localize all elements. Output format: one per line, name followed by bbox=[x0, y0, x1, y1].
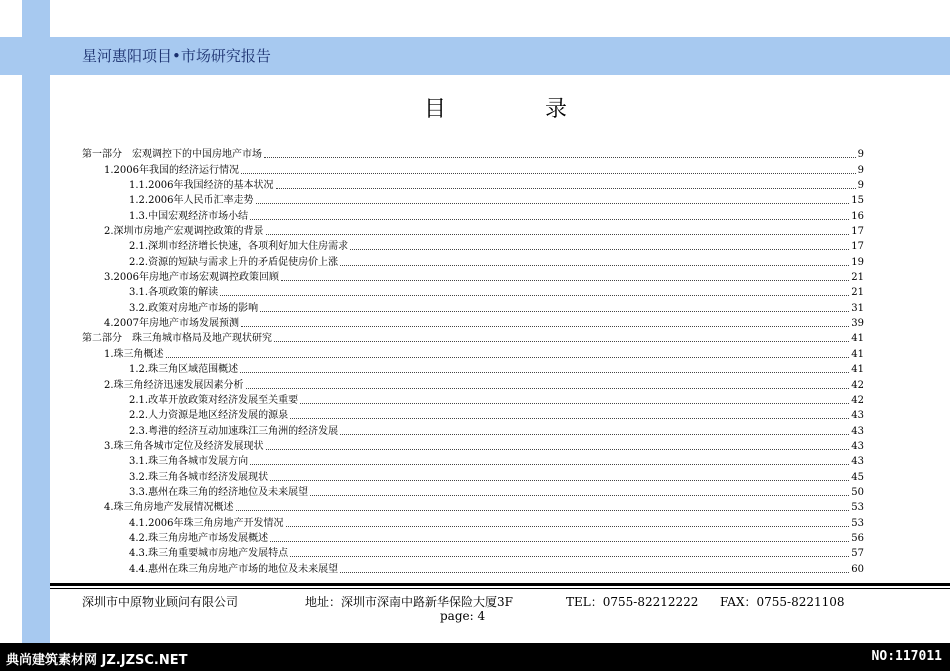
toc-dot-leader bbox=[340, 572, 849, 573]
toc-entry-text: 3.珠三角各城市定位及经济发展现状 bbox=[104, 440, 264, 452]
toc-entry-text: 3.2006年房地产市场宏观调控政策回顾 bbox=[104, 272, 279, 284]
toc-entry-text: 3.1.珠三角各城市发展方向 bbox=[129, 456, 249, 468]
toc-entry[interactable] bbox=[82, 238, 864, 253]
toc-dot-leader bbox=[260, 311, 849, 312]
toc-entry-text: 4.2007年房地产市场发展预测 bbox=[104, 318, 239, 330]
toc-entry-text: 4.珠三角房地产发展情况概述 bbox=[104, 502, 234, 514]
toc-entry[interactable] bbox=[82, 560, 864, 575]
toc-entry-text: 1.珠三角概述 bbox=[104, 348, 164, 360]
page-number: page: 4 bbox=[440, 609, 486, 623]
toc-dot-leader bbox=[310, 495, 849, 496]
toc-entry-text: 3.2.珠三角各城市经济发展现状 bbox=[129, 471, 269, 483]
toc-dot-leader bbox=[276, 188, 856, 189]
footer-divider-thin bbox=[50, 588, 950, 589]
toc-entry[interactable] bbox=[82, 499, 864, 514]
toc-dot-leader bbox=[241, 173, 856, 174]
toc-page-number: 43 bbox=[851, 410, 864, 422]
toc-entry-text: 1.2.珠三角区域范围概述 bbox=[129, 364, 239, 376]
report-title: 星河惠阳项目•市场研究报告 bbox=[82, 47, 271, 65]
toc-entry[interactable] bbox=[82, 299, 864, 314]
toc-entry-text: 2.2.资源的短缺与需求上升的矛盾促使房价上涨 bbox=[129, 256, 339, 268]
toc-page-number: 41 bbox=[851, 364, 864, 376]
toc-entry-text: 3.2.政策对房地产市场的影响 bbox=[129, 302, 259, 314]
toc-entry-text: 2.2.人力资源是地区经济发展的源泉 bbox=[129, 410, 289, 422]
toc-dot-leader bbox=[240, 372, 849, 373]
toc-entry-text: 2.1.改革开放政策对经济发展至关重要 bbox=[129, 394, 299, 406]
footer-divider-thick bbox=[50, 583, 950, 586]
toc-entry[interactable] bbox=[82, 284, 864, 299]
watermark-id: NO:117011 bbox=[871, 649, 942, 664]
toc-entry[interactable] bbox=[82, 407, 864, 422]
toc-entry[interactable] bbox=[82, 345, 864, 360]
toc-entry[interactable] bbox=[82, 177, 864, 192]
toc-page-number: 42 bbox=[851, 379, 864, 391]
toc-entry[interactable] bbox=[82, 468, 864, 483]
toc-dot-leader bbox=[340, 434, 849, 435]
toc-entry[interactable] bbox=[82, 146, 864, 161]
toc-page-number: 21 bbox=[851, 287, 864, 299]
toc-entry[interactable] bbox=[82, 422, 864, 437]
toc-dot-leader bbox=[286, 526, 850, 527]
toc-dot-leader bbox=[220, 295, 849, 296]
toc-entry[interactable] bbox=[82, 514, 864, 529]
toc-page-number: 17 bbox=[851, 226, 864, 238]
toc-dot-leader bbox=[350, 249, 849, 250]
toc-dot-leader bbox=[264, 157, 856, 158]
toc-page-number: 57 bbox=[851, 548, 864, 560]
toc-page-number: 9 bbox=[857, 149, 864, 161]
toc-dot-leader bbox=[250, 464, 849, 465]
toc-page-number: 56 bbox=[851, 532, 864, 544]
toc-page-number: 31 bbox=[851, 302, 864, 314]
toc-dot-leader bbox=[256, 203, 850, 204]
toc-page-number: 41 bbox=[851, 348, 864, 360]
toc-entry-text: 3.1.各项政策的解读 bbox=[129, 287, 219, 299]
toc-page-number: 53 bbox=[851, 502, 864, 514]
toc-page-number: 19 bbox=[851, 256, 864, 268]
toc-entry[interactable] bbox=[82, 223, 864, 238]
toc-entry-text: 4.1.2006年珠三角房地产开发情况 bbox=[129, 517, 284, 529]
toc-entry[interactable] bbox=[82, 315, 864, 330]
toc-entry[interactable] bbox=[82, 207, 864, 222]
footer-address: 地址：深圳市深南中路新华保险大厦3F bbox=[305, 595, 513, 609]
toc-entry-text: 4.4.惠州在珠三角房地产市场的地位及未来展望 bbox=[129, 563, 339, 575]
toc-dot-leader bbox=[274, 341, 849, 342]
toc-dot-leader bbox=[300, 403, 849, 404]
toc-entry[interactable] bbox=[82, 545, 864, 560]
toc-entry-text: 1.2006年我国的经济运行情况 bbox=[104, 164, 239, 176]
toc-entry-text: 2.深圳市房地产宏观调控政策的背景 bbox=[104, 226, 264, 238]
toc-entry[interactable] bbox=[82, 192, 864, 207]
toc-entry[interactable] bbox=[82, 453, 864, 468]
toc-entry-text: 3.3.惠州在珠三角的经济地位及未来展望 bbox=[129, 486, 309, 498]
table-of-contents bbox=[82, 146, 864, 576]
toc-dot-leader bbox=[246, 388, 850, 389]
toc-page-number: 17 bbox=[851, 241, 864, 253]
toc-entry[interactable] bbox=[82, 376, 864, 391]
toc-dot-leader bbox=[250, 219, 849, 220]
toc-page-number: 43 bbox=[851, 440, 864, 452]
toc-page-number: 41 bbox=[851, 333, 864, 345]
toc-entry-text: 4.2.珠三角房地产市场发展概述 bbox=[129, 532, 269, 544]
toc-dot-leader bbox=[166, 357, 850, 358]
toc-entry[interactable] bbox=[82, 530, 864, 545]
toc-dot-leader bbox=[236, 510, 850, 511]
toc-dot-leader bbox=[281, 280, 849, 281]
footer-tel: TEL：0755-82212222 bbox=[566, 595, 699, 609]
toc-page-number: 45 bbox=[851, 471, 864, 483]
toc-page-number: 50 bbox=[851, 486, 864, 498]
toc-entry-text: 1.1.2006年我国经济的基本状况 bbox=[129, 180, 274, 192]
toc-dot-leader bbox=[290, 418, 849, 419]
toc-entry-text: 4.3.珠三角重要城市房地产发展特点 bbox=[129, 548, 289, 560]
toc-page-number: 43 bbox=[851, 425, 864, 437]
toc-page-number: 42 bbox=[851, 394, 864, 406]
toc-dot-leader bbox=[266, 234, 850, 235]
toc-page-number: 60 bbox=[851, 563, 864, 575]
toc-entry-text: 2.1.深圳市经济增长快速，各项利好加大住房需求 bbox=[129, 241, 349, 253]
toc-page-number: 9 bbox=[857, 164, 864, 176]
toc-entry-text: 2.3.粤港的经济互动加速珠江三角洲的经济发展 bbox=[129, 425, 339, 437]
toc-entry-text: 第一部分 宏观调控下的中国房地产市场 bbox=[82, 149, 262, 161]
toc-page-number: 15 bbox=[851, 195, 864, 207]
toc-dot-leader bbox=[270, 480, 849, 481]
watermark-site: 典尚建筑素材网 JZ.JZSC.NET bbox=[6, 653, 188, 668]
toc-entry[interactable] bbox=[82, 269, 864, 284]
toc-entry-text: 1.2.2006年人民币汇率走势 bbox=[129, 195, 254, 207]
toc-entry[interactable] bbox=[82, 484, 864, 499]
toc-entry[interactable] bbox=[82, 330, 864, 345]
footer-company: 深圳市中原物业顾问有限公司 bbox=[82, 595, 239, 609]
toc-entry[interactable] bbox=[82, 438, 864, 453]
toc-entry[interactable] bbox=[82, 361, 864, 376]
toc-entry[interactable] bbox=[82, 253, 864, 268]
toc-page-number: 16 bbox=[851, 210, 864, 222]
toc-page-number: 21 bbox=[851, 272, 864, 284]
toc-page-number: 43 bbox=[851, 456, 864, 468]
toc-dot-leader bbox=[270, 541, 849, 542]
toc-heading: 目 录 bbox=[424, 97, 613, 122]
toc-dot-leader bbox=[266, 449, 850, 450]
toc-entry-text: 2.珠三角经济迅速发展因素分析 bbox=[104, 379, 244, 391]
toc-entry-text: 第二部分 珠三角城市格局及地产现状研究 bbox=[82, 333, 272, 345]
toc-page-number: 53 bbox=[851, 517, 864, 529]
toc-dot-leader bbox=[290, 556, 849, 557]
toc-page-number: 39 bbox=[851, 318, 864, 330]
toc-dot-leader bbox=[241, 326, 849, 327]
toc-entry[interactable] bbox=[82, 161, 864, 176]
toc-page-number: 9 bbox=[857, 180, 864, 192]
toc-entry-text: 1.3.中国宏观经济市场小结 bbox=[129, 210, 249, 222]
footer-fax: FAX：0755-8221108 bbox=[720, 595, 845, 609]
left-accent-bar bbox=[22, 0, 50, 671]
toc-entry[interactable] bbox=[82, 392, 864, 407]
toc-dot-leader bbox=[340, 265, 849, 266]
